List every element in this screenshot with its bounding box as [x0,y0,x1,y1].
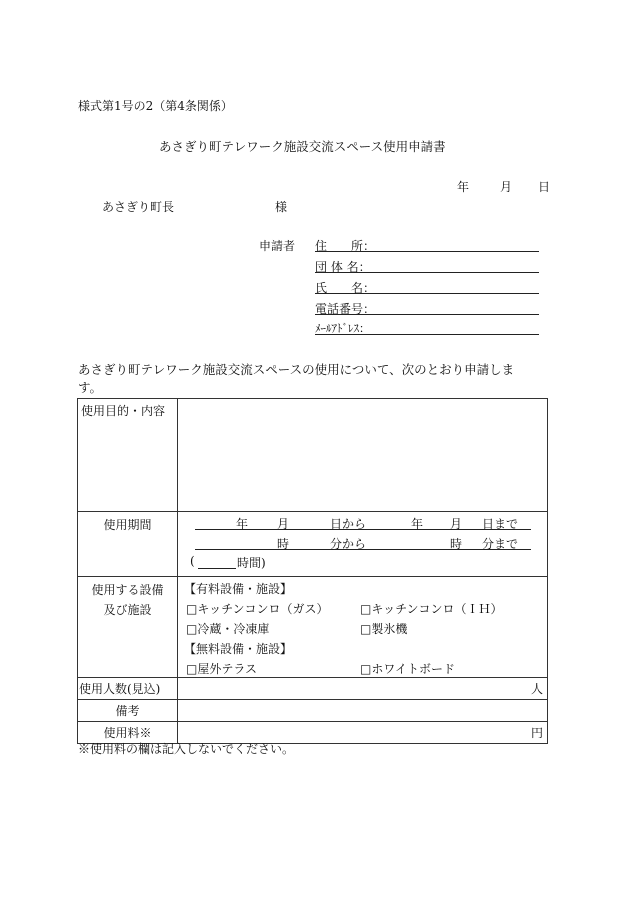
addressee-name: あさぎり町長 [102,200,175,214]
form-number: 様式第1号の2（第4条関係） [78,99,233,113]
period-end-month: 月 [450,517,463,531]
free-header: 【無料設備・施設】 [184,642,293,656]
intro-text-line2: す。 [78,380,103,395]
purpose-row [78,399,548,512]
date-day-label: 日 [538,180,551,194]
period-end-day: 日まで [482,517,519,531]
footnote: ※使用料の欄は記入しないでください。 [78,742,295,756]
applicant-name-field[interactable] [315,293,539,294]
period-start-month: 月 [277,517,290,531]
date-year-label: 年 [457,180,470,194]
period-field[interactable] [178,512,548,577]
paid-header: 【有料設備・施設】 [184,582,293,596]
applicant-email-label: ﾒｰﾙｱﾄﾞﾚｽ： [315,322,370,335]
addressee-honorific: 様 [275,200,288,214]
application-table [77,398,548,744]
period-row [78,512,548,577]
intro-text-line1: あさぎり町テレワーク施設交流スペースの使用について、次のとおり申請しま [78,362,515,377]
period-start-day: 日から [330,517,367,531]
period-end-minute: 分まで [482,537,519,551]
period-end-hour: 時 [450,537,463,551]
period-start-year: 年 [236,517,249,531]
applicant-group-field[interactable] [315,272,539,273]
applicant-group-label: 団 体 名： [315,260,371,274]
people-row [78,678,548,700]
period-label: 使用期間 [78,512,178,577]
period-start-hour: 時 [277,537,290,551]
applicant-label: 申請者 [259,239,296,253]
checkbox-terrace[interactable]: □屋外テラス [186,662,257,676]
remarks-field[interactable] [178,700,548,722]
date-month-label: 月 [500,180,513,194]
applicant-address-label: 住 所： [315,239,376,253]
purpose-label: 使用目的・内容 [78,399,178,512]
period-start-minute: 分から [330,537,367,551]
equipment-label-1: 使用する設備 [91,583,164,597]
remarks-row [78,700,548,722]
fee-label: 使用料※ [78,722,178,744]
checkbox-fridge[interactable]: □冷蔵・冷凍庫 [186,622,270,636]
checkbox-ice-maker[interactable]: □製氷機 [360,622,408,636]
equipment-label-cell [78,577,178,678]
remarks-label: 備考 [78,700,178,722]
purpose-field[interactable] [178,399,548,512]
people-label: 使用人数(見込) [78,678,178,700]
period-hours-label: 時間) [237,556,266,570]
equipment-row [78,577,548,678]
period-hours-field[interactable] [198,568,236,569]
checkbox-whiteboard[interactable]: □ホワイトボード [360,662,455,676]
period-end-year: 年 [411,517,424,531]
people-unit: 人 [530,682,543,696]
period-hours-open: ( [190,554,195,568]
equipment-field [178,577,548,678]
applicant-name-label: 氏 名： [315,281,376,295]
checkbox-ih-stove[interactable]: □キッチンコンロ（ＩＨ） [360,602,503,616]
fee-unit: 円 [530,726,543,740]
equipment-label-2: 及び施設 [103,603,152,617]
people-field[interactable] [178,678,548,700]
applicant-address-field[interactable] [315,251,539,252]
document-title: あさぎり町テレワーク施設交流スペース使用申請書 [159,139,446,154]
applicant-email-field[interactable] [315,334,539,335]
applicant-phone-field[interactable] [315,314,539,315]
applicant-phone-label: 電話番号： [315,302,376,316]
checkbox-gas-stove[interactable]: □キッチンコンロ（ガス） [186,602,329,616]
